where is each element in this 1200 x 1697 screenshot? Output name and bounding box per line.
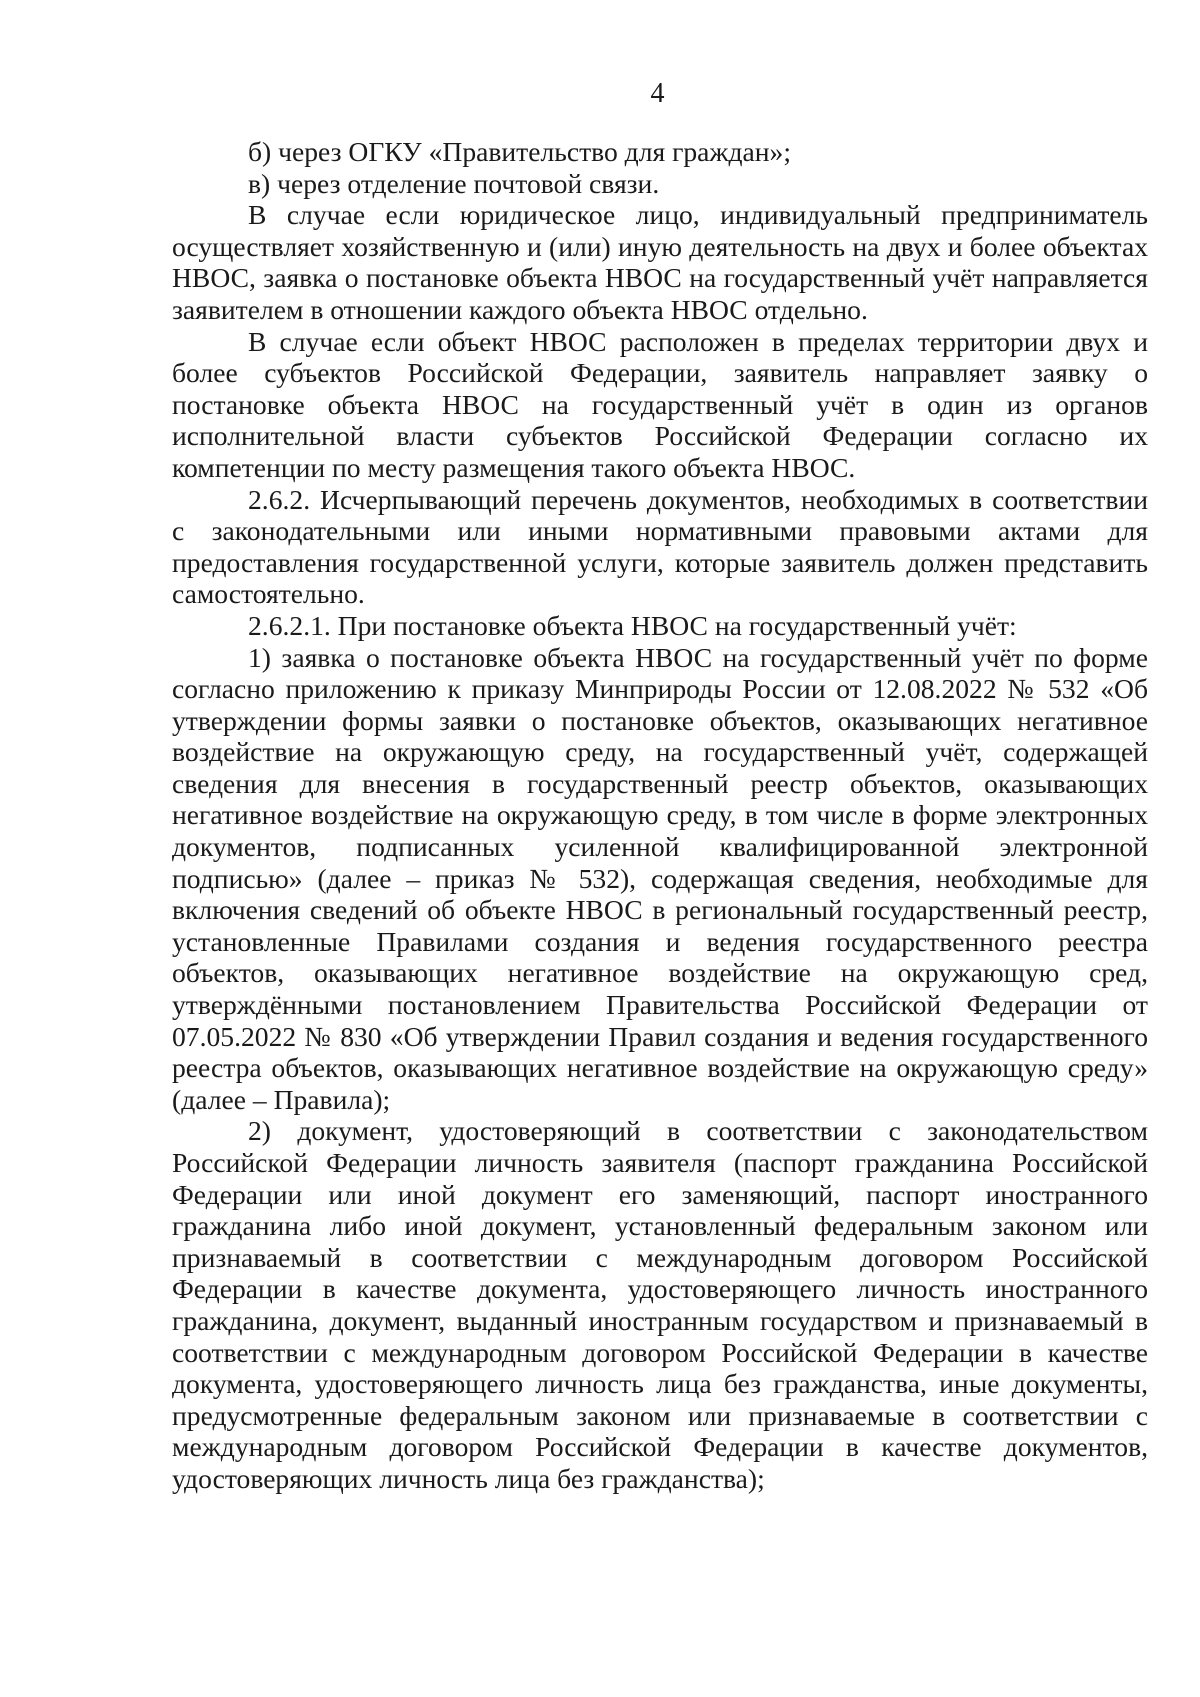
document-body	[172, 136, 1148, 1495]
paragraph-multiple-subjects: В случае если объект НВОС расположен в пределах территории двух и более субъектов Российской Федерации, заявитель направляет заявку о постановке объекта НВОС на государственный учёт в один из органов исполнительной власти субъектов Российской Федерации согласно их компетенции по месту размещения такого объекта НВОС.	[172, 325, 1148, 483]
paragraph-list-item-2: 2) документ, удостоверяющий в соответствии с законодательством Российской Федерации личность заявителя (паспорт гражданина Российской Федерации или иной документ его заменяющий, паспорт иностранного гражданина либо иной документ, установленный федеральным законом или признаваемый в соответствии с международным договором Российской Федерации в качестве документа, удостоверяющего личность иностранного гражданина, документ, выданный иностранным государством и признаваемый в соответствии с международным договором Российской Федерации в качестве документа, удостоверяющего личность лица без гражданства, иные документы, предусмотренные федеральным законом или признаваемые в соответствии с международным договором Российской Федерации в качестве документов, удостоверяющих личность лица без гражданства);	[172, 1115, 1148, 1494]
paragraph-section-2-6-2: 2.6.2. Исчерпывающий перечень документов, необходимых в соответствии с законодательными или иными нормативными правовыми актами для предоставления государственной услуги, которые заявитель должен представить самостоятельно.	[172, 483, 1148, 610]
page-number: 4	[650, 78, 665, 109]
paragraph-item-b: б) через ОГКУ «Правительство для граждан»;	[248, 136, 792, 167]
paragraph-item-v: в) через отделение почтовой связи.	[248, 167, 660, 199]
paragraph-section-2-6-2-1: 2.6.2.1. При постановке объекта НВОС на государственный учёт:	[248, 609, 1017, 641]
paragraph-multiple-objects: В случае если юридическое лицо, индивидуальный предприниматель осуществляет хозяйственную и (или) иную деятельность на двух и более объектах НВОС, заявка о постановке объекта НВОС на государственный учёт направляется заявителем в отношении каждого объекта НВОС отдельно.	[172, 199, 1148, 325]
paragraph-list-item-1: 1) заявка о постановке объекта НВОС на государственный учёт по форме согласно приложению к приказу Минприроды России от 12.08.2022 № 532 «Об утверждении формы заявки о постановке объектов, оказывающих негативное воздействие на окружающую среду, на государственный учёт, содержащей сведения для внесения в государственный реестр объектов, оказывающих негативное воздействие на окружающую среду, в том числе в форме электронных документов, подписанных усиленной квалифицированной электронной подписью» (далее – приказ № 532), содержащая сведения, необходимые для включения сведений об объекте НВОС в региональный государственный реестр, установленные Правилами создания и ведения государственного реестра объектов, оказывающих негативное воздействие на окружающую сред, утверждёнными постановлением Правительства Российской Федерации от 07.05.2022 № 830 «Об утверждении Правил создания и ведения государственного реестра объектов, оказывающих негативное воздействие на окружающую среду» (далее – Правила);	[172, 641, 1148, 1115]
